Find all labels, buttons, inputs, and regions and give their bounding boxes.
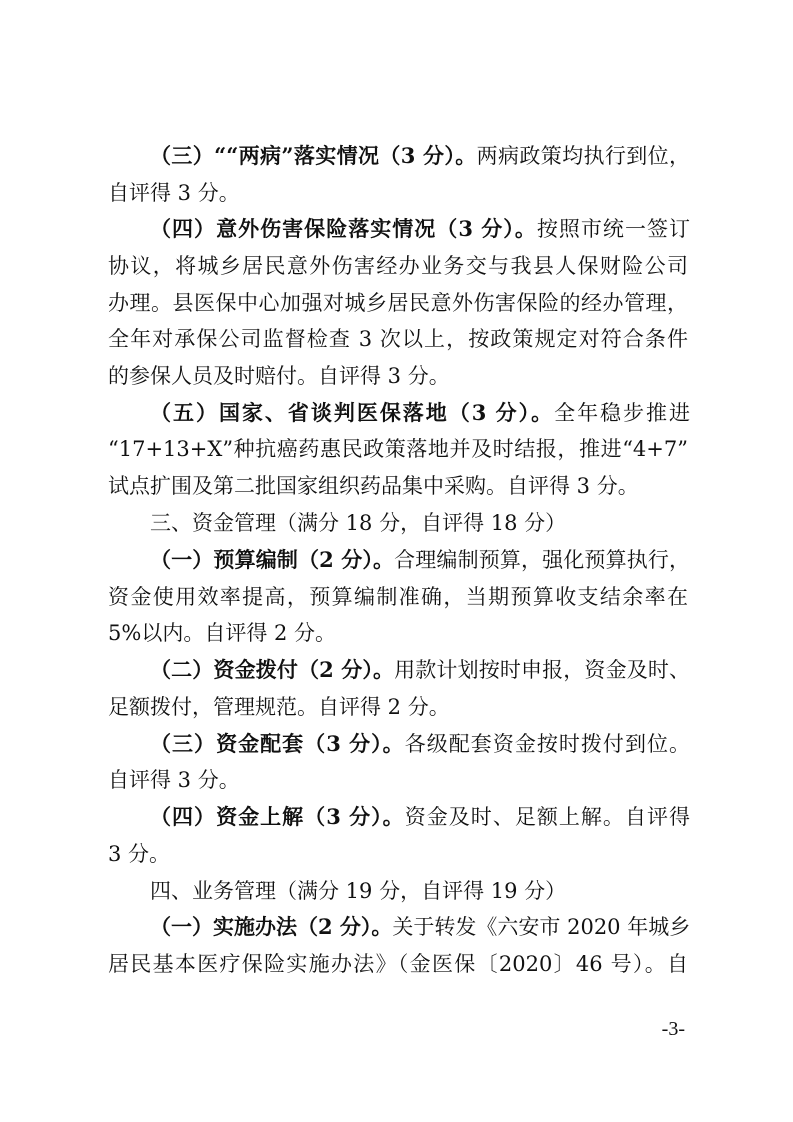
paragraph-text: 按照市统一签订 xyxy=(536,217,691,241)
paragraph-text: 各级配套资金按时拨付到位。 xyxy=(404,732,691,756)
paragraph-remittance-line-1 xyxy=(150,802,690,832)
paragraph-disbursement-line-2: 足额拨付，管理规范。自评得 2 分。 xyxy=(108,695,450,719)
section-heading-funds-management: 三、资金管理（满分 18 分，自评得 18 分） xyxy=(150,511,567,535)
paragraph-implementation-line-1 xyxy=(150,912,690,942)
paragraph-two-diseases-line-1 xyxy=(150,141,690,171)
paragraph-budget-line-3: 5%以内。自评得 2 分。 xyxy=(108,621,337,645)
paragraph-heading: （四）意外伤害保险落实情况（3 分）。 xyxy=(150,216,537,241)
paragraph-heading: （五）国家、省谈判医保落地（3 分）。 xyxy=(150,400,555,425)
paragraph-matching-funds-line-2: 自评得 3 分。 xyxy=(108,768,240,792)
paragraph-accident-insurance-line-1 xyxy=(150,214,690,244)
paragraph-text: 资金及时、足额上解。自评得 xyxy=(404,805,691,829)
paragraph-heading: （三）资金配套（3 分）。 xyxy=(150,731,405,756)
paragraph-budget-line-1 xyxy=(150,545,690,575)
paragraph-text: 两病政策均执行到位， xyxy=(476,144,690,168)
paragraph-heading: （一）实施办法（2 分）。 xyxy=(150,914,393,939)
paragraph-implementation-line-2: 居民基本医疗保险实施办法》（金医保〔2020〕46 号）。自 xyxy=(108,952,688,976)
paragraph-accident-insurance-line-5: 的参保人员及时赔付。自评得 3 分。 xyxy=(108,364,450,388)
paragraph-accident-insurance-line-3: 办理。县医保中心加强对城乡居民意外伤害保险的经办管理， xyxy=(108,291,688,315)
paragraph-budget-line-2: 资金使用效率提高，预算编制准确，当期预算收支结余率在 xyxy=(108,585,688,609)
paragraph-accident-insurance-line-4: 全年对承保公司监督检查 3 次以上，按政策规定对符合条件 xyxy=(108,327,688,351)
paragraph-text: 合理编制预算，强化预算执行， xyxy=(394,548,691,572)
paragraph-remittance-line-2: 3 分。 xyxy=(108,842,171,866)
paragraph-negotiated-drugs-line-3: 试点扩围及第二批国家组织药品集中采购。自评得 3 分。 xyxy=(108,474,639,498)
paragraph-two-diseases-line-2: 自评得 3 分。 xyxy=(108,181,240,205)
paragraph-text: 关于转发《六安市 2020 年城乡 xyxy=(392,915,691,939)
paragraph-heading: （三）““两病”落实情况（3 分）。 xyxy=(150,143,477,168)
section-heading-business-management: 四、业务管理（满分 19 分，自评得 19 分） xyxy=(150,879,567,903)
paragraph-disbursement-line-1 xyxy=(150,655,690,685)
paragraph-heading: （二）资金拨付（2 分）。 xyxy=(150,657,395,682)
paragraph-text: 用款计划按时申报，资金及时、 xyxy=(394,658,691,682)
paragraph-negotiated-drugs-line-1 xyxy=(150,398,690,428)
page-number: -3- xyxy=(661,1018,685,1040)
paragraph-heading: （一）预算编制（2 分）。 xyxy=(150,547,395,572)
paragraph-heading: （四）资金上解（3 分）。 xyxy=(150,804,405,829)
paragraph-text: 全年稳步推进 xyxy=(554,401,691,425)
paragraph-accident-insurance-line-2: 协议，将城乡居民意外伤害经办业务交与我县人保财险公司 xyxy=(108,254,688,278)
paragraph-negotiated-drugs-line-2: “17+13+X”种抗癌药惠民政策落地并及时结报，推进“4+7” xyxy=(108,437,688,461)
paragraph-matching-funds-line-1 xyxy=(150,729,690,759)
